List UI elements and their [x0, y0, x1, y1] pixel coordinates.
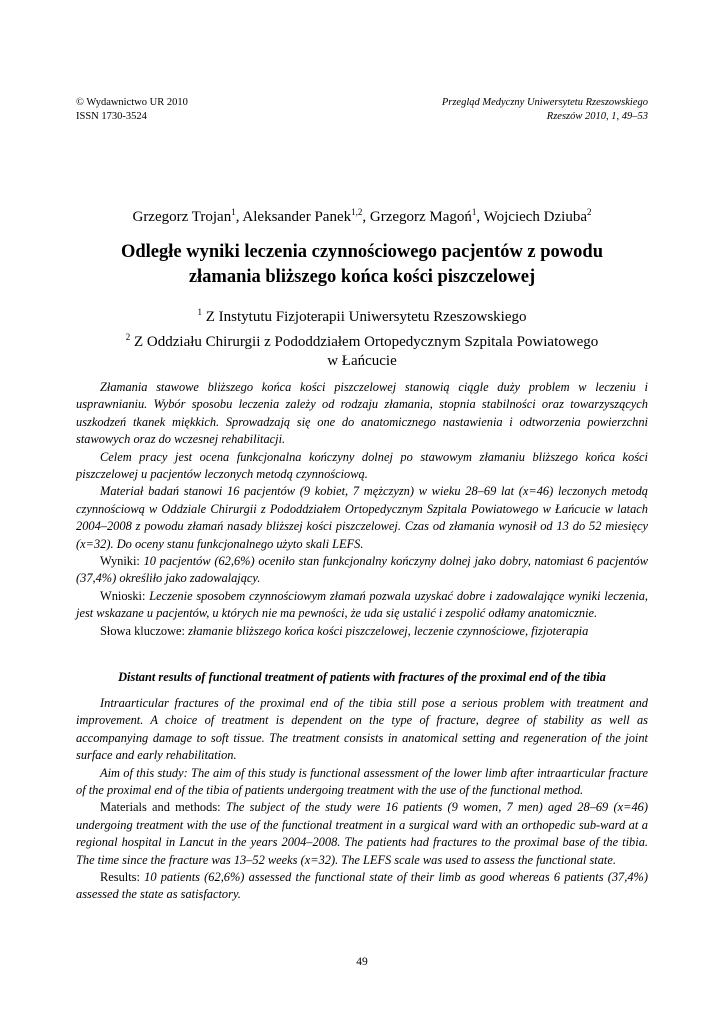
journal-info: [442, 96, 648, 124]
section-text: złamanie bliższego końca kości piszczelowej, leczenie czynnościowe, fizjoterapia: [188, 623, 589, 638]
section-text: The subject of the study were 16 patients (9 women, 7 men) aged 28–69 (x=46) undergoing treatment with the use of the functional treatment in a surgical ward with an orthopedic sub-ward at a regional hospital in Lancut in the years 2004–2008. The patients had fractures to the proximal base of the tibia. The time since the fracture was 13–52 weeks (x=32). The LEFS scale was used to assess the functional state.: [76, 800, 648, 867]
publisher-info: [76, 96, 188, 124]
affiliation-2: [90, 328, 634, 353]
section-text: Leczenie sposobem czynnościowym złamań pozwala uzyskać dobre i zadowalające wyniki leczenia, jest wskazane u pacjentów, u których nie ma pewności, że uda się ustalić i zespolić odłamy anatomicznie.: [76, 588, 648, 621]
author-affiliation-mark: 1: [231, 207, 236, 217]
title-line: złamania bliższego końca kości piszczelowej: [188, 267, 536, 287]
abstract-methods: [76, 799, 648, 869]
abstract-paragraph: Celem pracy jest ocena funkcjonalna kończyny dolnej po stawowym złamaniu bliższego końca kości piszczelowej u pacjentów leczonych metodą czynnościową.: [76, 449, 648, 482]
section-text: 10 pacjentów (62,6%) oceniło stan funkcjonalny kończyny dolnej jako dobry, natomiast 6 pacjentów (37,4%) określiło jako zadowalający.: [76, 554, 648, 586]
journal-issue: Rzeszów 2010, 1, 49–53: [546, 111, 648, 122]
author-affiliation-mark: 2: [587, 207, 592, 217]
abstract-english: [76, 695, 648, 904]
section-label: Słowa kluczowe:: [100, 623, 189, 638]
english-title: Distant results of functional treatment of patients with fractures of the proximal end of the tibia: [118, 670, 606, 684]
affiliations: [90, 303, 634, 372]
author-list: [0, 207, 724, 226]
abstract-paragraph: Złamania stawowe bliższego końca kości piszczelowej stanowią ciągle duży problem w leczeniu i usprawnianiu. Wybór sposobu leczenia zależy od rodzaju złamania, stopnia stabilności oraz towarzyszących uszkodzeń tkanek miękkich. Sprowadzają się one do anatomicznego nastawienia i odtworzenia powierzchni stawowych oraz do wczesnej rehabilitacji.: [76, 380, 648, 447]
copyright-line: © Wydawnictwo UR 2010: [76, 97, 188, 108]
abstract-paragraph: Intraarticular fractures of the proximal end of the tibia still pose a serious problem with treatment and improvement. A choice of treatment is dependent on the type of fracture, degree of stability as well as accompanying damage to soft tissue. The treatment consists in anatomical setting and regeneration of the joint surface and early rehabilitation.: [76, 696, 648, 763]
section-label: Materials and methods:: [100, 800, 226, 815]
affiliation-1: [90, 303, 634, 328]
section-label: Results:: [100, 870, 145, 885]
section-label: Wnioski:: [100, 588, 150, 603]
abstract-results: [76, 553, 648, 588]
author-affiliation-mark: 1: [471, 207, 477, 217]
abstract-polish: [76, 379, 648, 640]
author-name: Wojciech Dziuba: [483, 209, 587, 225]
abstract-paragraph: Materiał badań stanowi 16 pacjentów (9 kobiet, 7 mężczyzn) w wieku 28–69 lat (x=46) leczonych metodą czynnościową w Oddziale Chirurgii z Pododdziałem Ortopedycznym Szpitala Powiatowego w Łańcucie w latach 2004–2008 z powodu złamań nasady bliższej kości piszczelowej. Czas od złamania wynosił od 13 do 52 miesięcy (x=32). Do oceny stanu funkcjonalnego użyto skali LEFS.: [76, 484, 648, 551]
abstract-keywords: [76, 623, 648, 640]
abstract-results: [76, 869, 648, 904]
author-name: Grzegorz Trojan: [132, 209, 232, 225]
paper-title: [90, 240, 634, 290]
abstract-conclusions: [76, 588, 648, 623]
abstract-paragraph: Aim of this study: The aim of this study is functional assessment of the lower limb after intraarticular fracture of the proximal end of the tibia of patients undergoing treatment with the use of the functional method.: [76, 765, 648, 798]
journal-name: Przegląd Medyczny Uniwersytetu Rzeszowskiego: [441, 97, 648, 108]
title-line: Odległe wyniki leczenia czynnościowego pacjentów z powodu: [120, 242, 603, 262]
author-affiliation-mark: 1,2: [351, 207, 363, 217]
affiliation-mark: 1: [197, 307, 202, 317]
author-name: Aleksander Panek: [242, 209, 352, 225]
author-separator: ,: [235, 209, 243, 225]
affiliation-text: Z Instytutu Fizjoterapii Uniwersytetu Rzeszowskiego: [201, 309, 527, 325]
author-separator: ,: [476, 209, 484, 225]
affiliation-text: Z Oddziału Chirurgii z Pododdziałem Ortopedycznym Szpitala Powiatowego: [130, 333, 599, 350]
page-number: 49: [356, 956, 368, 968]
section-text: 10 patients (62,6%) assessed the functional state of their limb as good whereas 6 patients (37,4%) assessed the state as satisfactory.: [76, 870, 648, 902]
author-name: Grzegorz Magoń: [369, 209, 472, 225]
affiliation-mark: 2: [125, 331, 131, 342]
author-separator: ,: [362, 209, 370, 225]
affiliation-2-continued: w Łańcucie: [327, 353, 397, 369]
section-label: Wyniki:: [100, 554, 144, 569]
issn-line: ISSN 1730-3524: [76, 111, 147, 122]
